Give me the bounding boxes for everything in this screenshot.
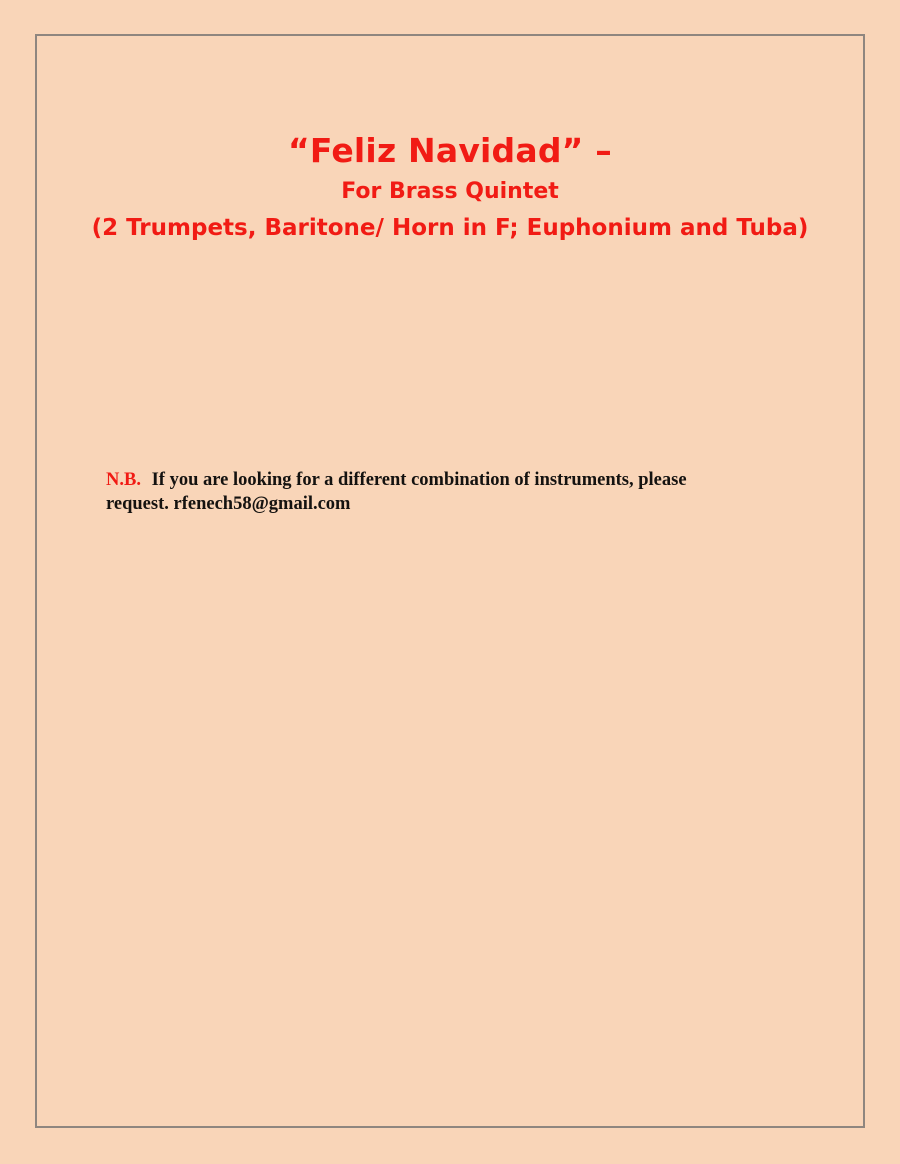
- note-paragraph: [106, 468, 806, 516]
- note-line-1: If you are looking for a different combination of instruments, please: [151, 470, 687, 490]
- page-title: “Feliz Navidad” –: [288, 131, 612, 170]
- note-label: N.B.: [106, 470, 141, 490]
- note-line-2: request. rfenech58@gmail.com: [106, 494, 351, 514]
- title-block: [0, 128, 900, 246]
- page-subtitle: For Brass Quintet: [341, 179, 559, 204]
- instrumentation-line: (2 Trumpets, Baritone/ Horn in F; Euphonium and Tuba): [91, 215, 809, 241]
